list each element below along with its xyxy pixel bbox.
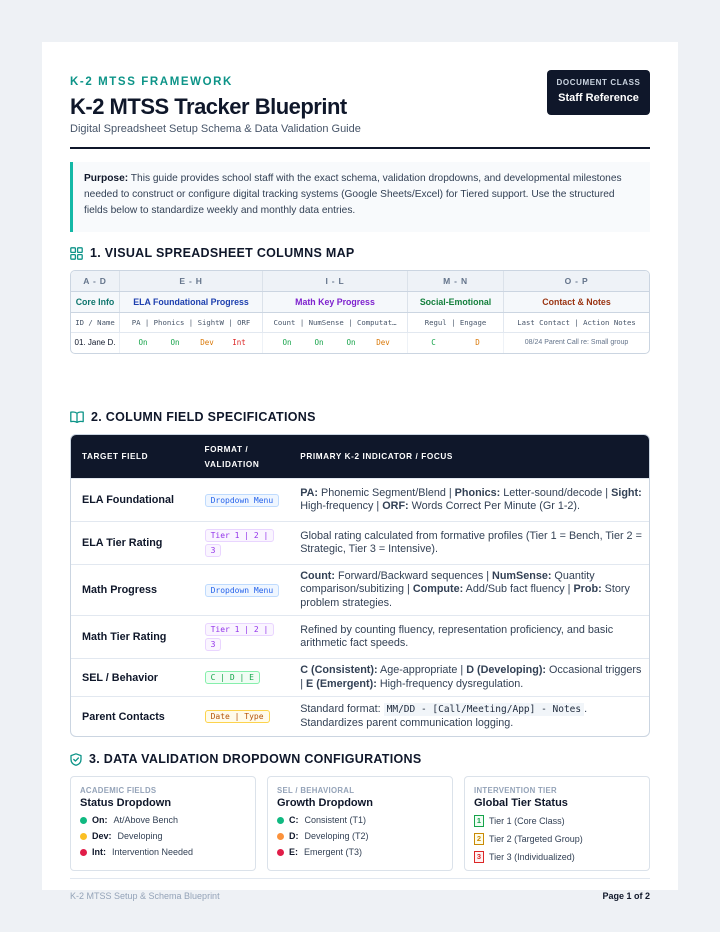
indicator-text [300, 664, 643, 691]
dropdown-option [277, 815, 452, 825]
status-dot-icon [80, 833, 87, 840]
status-dot-icon [277, 833, 284, 840]
validation-pill-text: Dropdown Menu [205, 494, 280, 507]
status-value: On [170, 338, 180, 347]
indicator-key: C (Consistent): [300, 664, 378, 676]
validation-pill [205, 528, 283, 558]
indicator-key: Phonics: [454, 486, 501, 499]
validation-pill-text: Tier 1 | 2 | 3 [205, 529, 275, 557]
fields-cell: ID / Name [71, 313, 120, 332]
card-title: Status Dropdown [80, 797, 172, 809]
target-field-cell: SEL / Behavior [82, 671, 159, 684]
indicator-desc: Global rating calculated from formative profiles (Tier 1 = Bench, Tier 2 = Strategic, Tier 3 = Intensive). [300, 529, 642, 555]
option-key: D: [289, 831, 299, 841]
footer-title: K-2 MTSS Setup & Schema Blueprint [70, 891, 220, 901]
indicator-key: ORF: [382, 500, 409, 512]
section-2-heading [70, 410, 316, 424]
header-format: FORMAT / VALIDATION [204, 444, 260, 469]
option-label: Consistent (T1) [304, 815, 367, 825]
spreadsheet-columns-map [70, 270, 650, 354]
format-cell [205, 479, 301, 521]
format-cell [205, 565, 301, 615]
format-cell [205, 616, 301, 658]
option-label: Tier 3 (Individualized) [489, 852, 575, 862]
range-cell: O - P [564, 276, 589, 286]
range-cell: E - H [120, 271, 263, 291]
option-key: C: [289, 815, 299, 825]
indicator-cell [300, 697, 649, 736]
dropdown-option [80, 815, 255, 825]
tier-number-badge: 1 [474, 815, 484, 827]
status-value: On [138, 338, 148, 347]
card-kicker: INTERVENTION TIER [474, 786, 557, 795]
indicator-key: PA: [300, 486, 319, 499]
option-key: On: [92, 815, 108, 825]
target-field-cell: ELA Tier Rating [82, 537, 163, 549]
indicator-desc: Story problem strategies. [300, 583, 630, 609]
indicator-desc: Quantity comparison/subitizing | [300, 569, 595, 596]
validation-pill-text: Dropdown Menu [205, 584, 280, 597]
option-key: Dev: [92, 831, 112, 841]
math-status-cell [263, 333, 408, 353]
option-label: Developing [117, 831, 163, 841]
section-2-title: 2. COLUMN FIELD SPECIFICATIONS [91, 410, 316, 424]
option-label: Developing (T2) [304, 831, 369, 841]
card-kicker: SEL / BEHAVIORAL [277, 786, 355, 795]
validation-pill [205, 709, 270, 724]
section-1-title: 1. VISUAL SPREADSHEET COLUMNS MAP [90, 246, 355, 260]
status-dot-icon [277, 849, 284, 856]
target-field-cell: Math Progress [82, 584, 157, 596]
validation-pill [205, 583, 280, 598]
target-field-cell: ELA Foundational [82, 494, 174, 506]
framework-eyebrow: K-2 MTSS FRAMEWORK [70, 76, 233, 88]
table-row [71, 615, 649, 658]
header-indicator: PRIMARY K-2 INDICATOR / FOCUS [300, 452, 453, 461]
group-cell: ELA Foundational Progress [120, 292, 263, 312]
book-icon [70, 411, 84, 423]
status-value: On [346, 338, 356, 347]
shield-icon [70, 753, 82, 766]
tier-number-badge: 3 [474, 851, 484, 863]
fields-cell: PA | Phonics | SightW | ORF [120, 313, 263, 332]
indicator-desc: Refined by counting fluency, representation proficiency, and basic arithmetic fact speeds. [300, 623, 614, 649]
indicator-desc: Forward/Backward sequences | [335, 569, 493, 582]
format-cell [205, 659, 301, 696]
validation-pill-text: C | D | E [205, 671, 260, 684]
status-value: Dev [200, 338, 214, 347]
status-value: Int [232, 338, 246, 347]
dropdown-option [474, 815, 649, 827]
indicator-key: Prob: [573, 583, 602, 596]
indicator-desc: High-frequency dysregulation. [376, 677, 524, 690]
growth-dropdown-card [267, 776, 453, 871]
option-label: Tier 2 (Targeted Group) [489, 834, 583, 844]
indicator-desc: High-frequency | [300, 500, 383, 512]
page-label: Page [602, 891, 624, 901]
indicator-desc: Add/Sub fact fluency | [463, 583, 574, 596]
range-cell: M - N [408, 271, 504, 291]
option-key: Int: [92, 847, 106, 857]
section-3-heading [70, 752, 422, 766]
option-label: Intervention Needed [112, 847, 194, 857]
validation-pill [205, 493, 280, 508]
table-body [71, 478, 649, 736]
fields-cell: Count | NumSense | Computat… [263, 313, 408, 332]
format-code: MM/DD - [Call/Meeting/App] - Notes [384, 703, 584, 716]
indicator-desc: Age-appropriate | [377, 664, 467, 676]
header-divider [70, 147, 650, 149]
format-cell [205, 697, 301, 736]
table-row [71, 478, 649, 521]
indicator-key: Compute: [412, 583, 464, 596]
page-subtitle: Digital Spreadsheet Setup Schema & Data Validation Guide [70, 123, 361, 135]
indicator-text [300, 530, 643, 557]
indicator-cell [300, 616, 649, 658]
status-value: On [314, 338, 324, 347]
column-range-row [71, 271, 649, 292]
section-1-heading [70, 246, 355, 260]
dropdown-option [80, 847, 255, 857]
indicator-cell [300, 479, 649, 521]
dropdown-option [277, 831, 452, 841]
sample-student-row [71, 333, 649, 353]
status-dot-icon [277, 817, 284, 824]
indicator-desc: Standard format: [300, 703, 384, 715]
status-value: C [431, 338, 436, 347]
card-title: Growth Dropdown [277, 797, 373, 809]
status-value: D [475, 338, 480, 347]
range-cell: A - D [71, 271, 120, 291]
page-value: 1 of 2 [626, 891, 650, 901]
validation-pill [205, 622, 283, 652]
indicator-key: Sight: [611, 486, 642, 499]
indicator-cell [300, 565, 649, 615]
column-group-row [71, 292, 649, 313]
dropdown-option [474, 833, 649, 845]
page-title: K-2 MTSS Tracker Blueprint [70, 94, 347, 119]
table-row [71, 696, 649, 736]
option-label: At/Above Bench [113, 815, 179, 825]
document-class-badge [547, 70, 650, 115]
format-cell [205, 522, 301, 564]
column-fields-row [71, 313, 649, 333]
table-row [71, 521, 649, 564]
grid-icon [70, 247, 83, 260]
validation-pill-text: Tier 1 | 2 | 3 [205, 623, 275, 651]
sel-status-cell [408, 333, 504, 353]
indicator-text [300, 487, 643, 514]
student-name-cell: 01. Jane D. [71, 333, 120, 353]
tier-status-card [464, 776, 650, 871]
card-kicker: ACADEMIC FIELDS [80, 786, 157, 795]
indicator-cell [300, 659, 649, 696]
indicator-key: D (Developing): [466, 664, 547, 676]
document-class-label: DOCUMENT CLASS [556, 78, 641, 87]
group-cell: Math Key Progress [263, 292, 408, 312]
dropdown-option [80, 831, 255, 841]
group-cell: Contact & Notes [542, 297, 611, 307]
indicator-key: Count: [300, 569, 335, 582]
fields-cell: Last Contact | Action Notes [517, 318, 636, 327]
header-target-field: TARGET FIELD [82, 452, 149, 461]
purpose-callout [70, 162, 650, 232]
validation-pill-text: Date | Type [205, 710, 270, 723]
table-row [71, 658, 649, 696]
option-label: Emergent (T3) [304, 847, 363, 857]
dropdown-option [277, 847, 452, 857]
document-class-value: Staff Reference [558, 92, 639, 104]
indicator-cell [300, 522, 649, 564]
indicator-desc: Words Correct Per Minute (Gr 1-2). [408, 500, 581, 512]
indicator-text [300, 624, 643, 651]
card-title: Global Tier Status [474, 797, 568, 809]
status-value: Dev [376, 338, 390, 347]
tier-number-badge: 2 [474, 833, 484, 845]
purpose-label: Purpose: [84, 173, 129, 184]
indicator-text [300, 703, 643, 730]
option-key: E: [289, 847, 298, 857]
indicator-key: NumSense: [492, 569, 552, 582]
footer-divider [70, 878, 650, 879]
section-3-title: 3. DATA VALIDATION DROPDOWN CONFIGURATIONS [89, 752, 422, 766]
indicator-desc: Phonemic Segment/Blend | [318, 486, 455, 499]
range-cell: I - L [263, 271, 408, 291]
option-label: Tier 1 (Core Class) [489, 816, 565, 826]
validation-pill [205, 670, 260, 685]
status-dot-icon [80, 817, 87, 824]
contact-note-cell: 08/24 Parent Call re: Small group [524, 339, 629, 346]
page-number [602, 891, 650, 901]
ela-status-cell [120, 333, 263, 353]
document-page [42, 42, 678, 901]
indicator-desc: Letter-sound/decode | [500, 486, 612, 499]
target-field-cell: Parent Contacts [82, 710, 165, 723]
dropdown-option [474, 851, 649, 863]
target-field-cell: Math Tier Rating [82, 631, 167, 643]
indicator-key: E (Emergent): [306, 677, 377, 690]
group-cell: Social-Emotional [408, 292, 504, 312]
fields-cell: Regul | Engage [408, 313, 504, 332]
table-header [71, 435, 649, 478]
status-dropdown-card [70, 776, 256, 871]
indicator-text [300, 570, 643, 611]
purpose-text: This guide provides school staff with the exact schema, validation dropdowns, and developmental milestones needed to construct or configure digital tracking systems (Google Sheets/Excel) for Tiered support. Use the structured fields below to standardize weekly and monthly data entries. [84, 173, 622, 216]
indicator-desc: Occasional triggers | [300, 664, 642, 690]
field-specifications-table [70, 434, 650, 737]
status-dot-icon [80, 849, 87, 856]
table-row [71, 564, 649, 615]
group-cell: Core Info [71, 292, 120, 312]
status-value: On [282, 338, 292, 347]
indicator-desc: . Standardizes parent communication logging. [300, 703, 588, 729]
